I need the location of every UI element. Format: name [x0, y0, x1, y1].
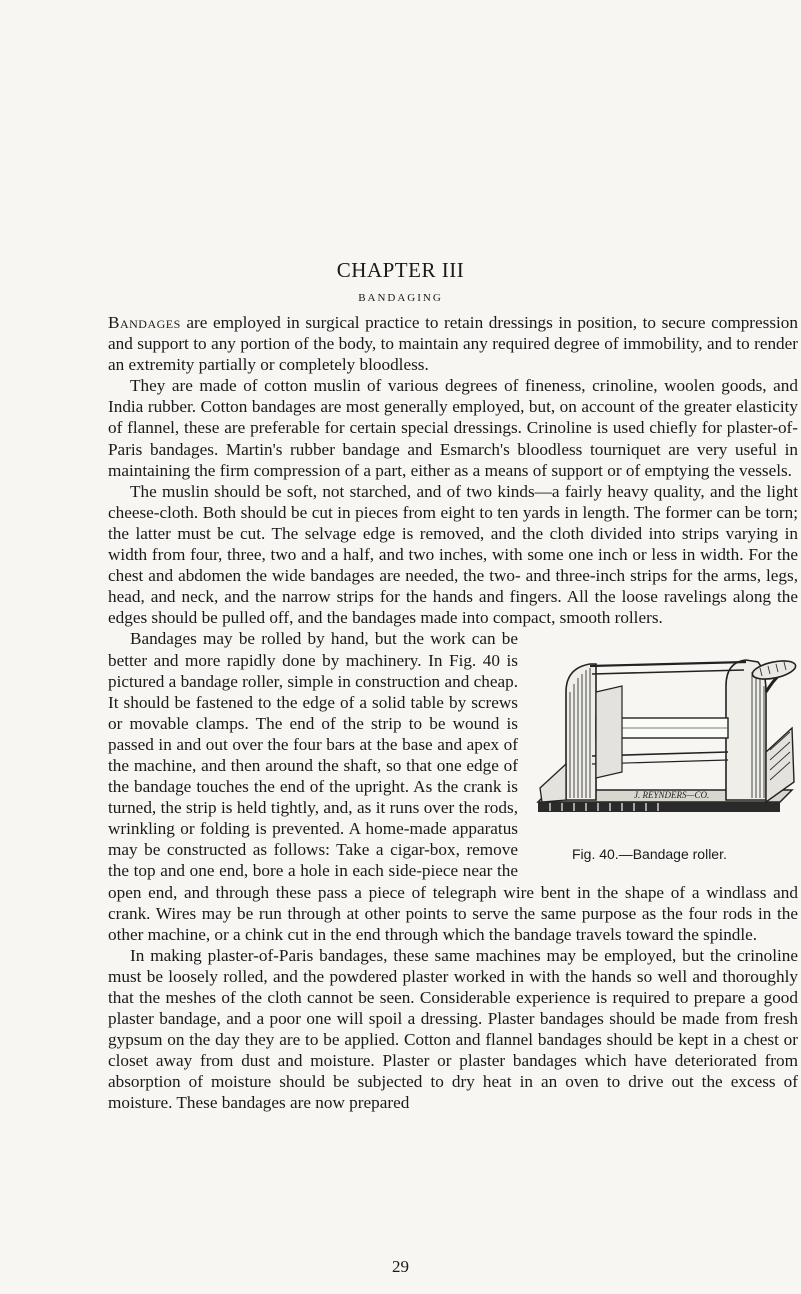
paragraph-1: [108, 312, 798, 375]
paragraph-4: [108, 628, 798, 944]
engraver-mark: J. REYNDERS—CO.: [634, 790, 710, 801]
chapter-heading: CHAPTER III: [336, 258, 465, 282]
paragraph-1-text: are employed in surgical practice to retain dressings in position, to secure compression and support to any portion of the body, to maintain any required degree of immobility, and to render an extremity partially or completely bloodless.: [108, 313, 798, 375]
page-number: 29: [392, 1257, 409, 1276]
body-text: [108, 312, 798, 1114]
figure-caption: Fig. 40.—Bandage roller.: [572, 846, 727, 863]
paragraph-5: In making plaster-of-Paris bandages, these same machines may be employed, but the crinoline must be loosely rolled, and the powdered plaster worked in with the hands so well and thoroughly that the meshes of the cloth cannot be seen. Considerable experience is required to prepare a good plaster bandage, and a poor one will spoil a dressing. Plaster bandages should be made from fresh gypsum on the day they are to be applied. Cotton and flannel bandages should be kept in a chest or closet away from dust and moisture. Plaster or plaster bandages which have deteriorated from absorption of moisture should be subjected to dry heat in an oven to drive out the excess of moisture. These bandages are now prepared: [108, 945, 798, 1113]
paragraph-3: The muslin should be soft, not starched, and of two kinds—a fairly heavy quality, and the light cheese-cloth. Both should be cut in pieces from eight to ten yards in length. The former can be torn; the latter must be cut. The selvage edge is removed, and the cloth divided into strips varying in width from four, three, two and a half, and two inches, with some one inch or less in width. For the chest and abdomen the wide bandages are needed, the two- and three-inch strips for the arms, legs, head, and neck, and the narrow strips for the hands and fingers. All the loose ravelings along the edges should be pulled off, and the bandages made into compact, smooth rollers.: [108, 481, 798, 628]
figure-40: [530, 632, 798, 879]
section-title: BANDAGING: [358, 292, 443, 304]
lead-word: Bandages: [108, 313, 181, 332]
paragraph-4-text: Bandages may be rolled by hand, but the work can be better and more rapidly done by machinery. In Fig. 40 is pictured a bandage roller, simple in construction and cheap. It should be fastened to the edge of a solid table by screws or movable clamps. The end of the strip to be wound is passed in and out over the four bars at the base and apex of the machine, and then around the shaft, so that one edge of the bandage touches the end of the upright. As the crank is turned, the strip is held tightly, and, as it runs over the rods, wrinkling or folding is prevented. A home-made apparatus may be constructed as follows: Take a cigar-box, remove the top and one end, bore a hole in each side-piece near the open end, and through these pass a piece of telegraph wire bent in the shape of a windlass and crank. Wires may be run through at other points to serve the same purpose as the four rods in the other machine, or a chink cut in the end through which the bandage travels toward the spindle.: [108, 629, 798, 944]
bandage-roller-illustration: [530, 632, 798, 844]
paragraph-2: They are made of cotton muslin of various degrees of fineness, crinoline, woolen goods, and India rubber. Cotton bandages are most generally employed, but, on account of the greater elasticity of flannel, these are preferable for certain special dressings. Crinoline is used chiefly for plaster-of-Paris bandages. Martin's rubber bandage and Esmarch's bloodless tourniquet are very useful in maintaining the firm compression of a part, either as a means of support or of emptying the vessels.: [108, 376, 798, 480]
